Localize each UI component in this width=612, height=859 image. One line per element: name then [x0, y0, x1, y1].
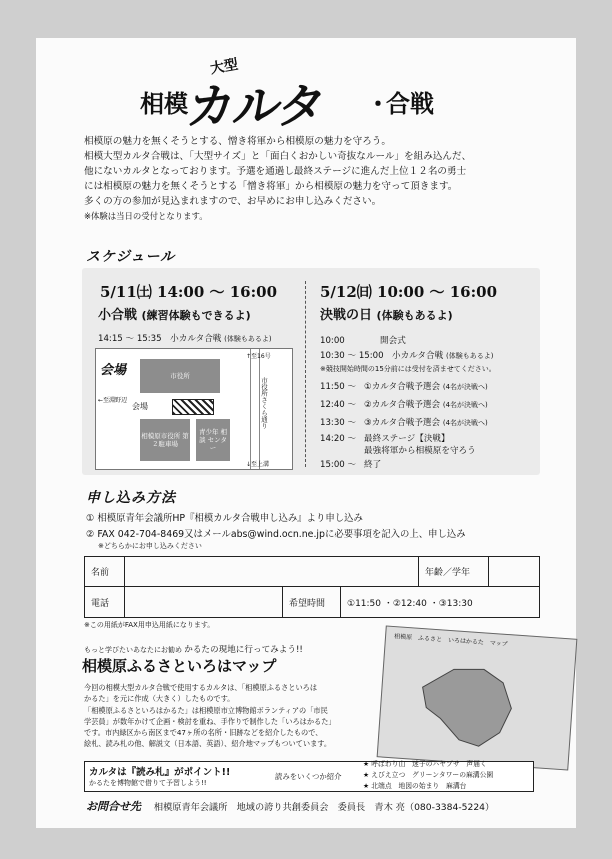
iroha-map-thumbnail: [377, 625, 578, 770]
row-time: 14:20 ～: [320, 434, 357, 444]
form-time-options[interactable]: ①11:50 ・②12:40 ・③13:30: [347, 598, 473, 609]
row-text: 最終ステージ【決戦】: [364, 434, 450, 444]
row-time: 11:50 ～: [320, 382, 357, 392]
venue-map: [95, 348, 293, 470]
iroha-title: 相模原ふるさといろはマップ: [82, 657, 277, 675]
venue-label: 会場: [100, 363, 127, 378]
row-time: 10:00: [320, 336, 345, 346]
point-text: カルタは『読み札』がポイント!!: [89, 767, 231, 778]
iroha-body-line: かるた」を元に作成（大きく）したものです。: [84, 694, 235, 704]
intro-line: ※体験は当日の受付となります。: [84, 211, 208, 221]
day1-row: [98, 332, 272, 344]
day1-heading: 5/11㈯ 14:00 ～ 16:00: [100, 283, 278, 301]
row-text: ①カルタ合戦予選会: [364, 382, 441, 392]
day2-row: [320, 416, 488, 428]
row-text: 小カルタ合戦: [392, 351, 444, 361]
intro-text: [84, 134, 534, 224]
day2-heading: 5/12㈰ 10:00 ～ 16:00: [320, 283, 498, 301]
apply-note: ※どちらかにお申し込みください: [98, 542, 202, 550]
day2-sub-note: (体験もあるよ): [376, 309, 453, 322]
thumb-title: 相模原 ふるさと いろはかるた マップ: [393, 633, 508, 648]
day2-final-sub: 最強将軍から相模原を守ろう: [364, 446, 476, 456]
iroha-body-line: 学芸員」が数年かけて企画・検討を重ね、手作りで制作した「いろはかるた」: [84, 716, 336, 726]
yomi-list: [363, 759, 493, 792]
title-left: 相模: [140, 90, 188, 118]
iroha-lead-1: もっと学びたいあなたにお勧め: [84, 646, 182, 654]
form-age-field[interactable]: [489, 557, 539, 587]
form-age-label: 年齢／学年: [419, 557, 489, 587]
form-time-label: 希望時間: [283, 587, 341, 617]
fax-note: ※この用紙がFAX用申込用紙になります。: [84, 621, 215, 629]
map-youth-center: 青少年 相談 センター: [196, 419, 230, 461]
apply-line-1: ① 相模原青年会議所HP『相模カルタ合戦申し込み』より申し込み: [86, 513, 363, 524]
day1-row-note: (体験もあるよ): [224, 335, 272, 343]
intro-line: 相模大型カルタ合戦は、「大型サイズ」と「面白くおかしい奇抜なルール」を組み込んだ、: [84, 151, 472, 162]
row-text: 終了: [364, 460, 382, 470]
day1-sub-title: 小合戦: [98, 308, 138, 323]
yomi-item: ★ えびえ立つ グリーンタワーの麻溝公園: [363, 771, 494, 779]
apply-heading: 申し込み方法: [86, 490, 176, 506]
application-form: [84, 556, 540, 618]
map-city-hall: 市役所: [140, 359, 220, 393]
form-phone-field[interactable]: [125, 587, 283, 617]
contact-line: [86, 798, 494, 814]
day2-row: [320, 334, 406, 346]
title-right: 合戦: [386, 90, 434, 118]
iroha-body-line: 絵札、読み札の他、解説文（日本語、英語）、紹介地マップもついています。: [84, 739, 332, 749]
iroha-lead: [84, 643, 303, 655]
map-r16: ↑至16号: [246, 353, 271, 360]
day2-row: [320, 398, 488, 410]
yomi-item: ★ 呼ばわり山 迷子のハヤブサ 声届く: [363, 760, 487, 768]
iroha-body-line: 今回の相模大型カルタ合戦で使用するカルタは、「相模原ふるさといろは: [84, 683, 318, 692]
row-time: 15:00 ～: [320, 460, 357, 470]
schedule-divider: [305, 281, 306, 467]
thumb-map-shape: [408, 647, 545, 756]
day2-row: [320, 349, 493, 361]
form-phone-label: 電話: [85, 587, 125, 617]
iroha-body: [84, 682, 374, 750]
yomifuda-box: [84, 761, 534, 792]
title-main: カルタ: [183, 79, 328, 135]
row-note: (4名が決戦へ): [442, 383, 488, 391]
map-west: ←至淵野辺: [98, 397, 128, 404]
yomi-intro: 読みをいくつか紹介: [275, 772, 342, 781]
yomi-item: ★ 北端点 地図の始まり 麻溝台: [363, 782, 467, 790]
map-road: [250, 349, 260, 469]
row-time: 12:40 ～: [320, 400, 357, 410]
row-text: 開会式: [380, 336, 406, 346]
day2-sub-title: 決戦の日: [320, 308, 373, 323]
iroha-lead-2: かるたの現地に行ってみよう!!: [184, 645, 303, 655]
map-venue-block: [172, 399, 214, 415]
intro-line: 他にないカルタとなっております。予選を通過し最終ステージに進んだ上位１２名の勇士: [84, 166, 467, 177]
row-note: (体験もあるよ): [445, 352, 494, 360]
row-note: (4名が決戦へ): [442, 401, 488, 409]
row-time: 10:30 ～ 15:00: [320, 351, 384, 361]
iroha-body-line: 「相模原ふるさといろはかるた」は相模原市立博物館ボランティアの「市民: [84, 705, 328, 715]
title-ruby: 大型: [208, 56, 240, 78]
row-time: 13:30 ～: [320, 418, 357, 428]
map-parking: 相模原市役所 第２駐車場: [140, 419, 190, 461]
apply-line-2: ② FAX 042-704-8469又はメールabs@wind.ocn.ne.jpに必要事項を記入の上、申し込み: [86, 529, 466, 540]
day1-row-text: 14:15 ～ 15:35 小カルタ合戦: [98, 334, 222, 344]
intro-line: 多くの方の参加が見込まれますので、お早めにお申し込みください。: [84, 196, 382, 207]
title-dot: ・: [366, 90, 390, 118]
contact-text: 相模原青年会議所 地域の誇り共創委員会 委員長 青木 亮（080-3384-5224）: [153, 802, 495, 813]
row-text: ③カルタ合戦予選会: [364, 418, 441, 428]
flyer-title: [140, 56, 470, 135]
day2-row: [320, 380, 488, 392]
day1-sub-note: (練習体験もできるよ): [141, 309, 251, 322]
intro-line: には相模原の魅力を無くそうとする「憎き将軍」から相模原の魅力を守って頂きます。: [84, 181, 458, 192]
row-note: (4名が決戦へ): [442, 419, 488, 427]
schedule-heading: スケジュール: [86, 249, 176, 265]
day1-subtitle: [98, 304, 251, 323]
day2-row: [320, 458, 381, 470]
intro-line: 相模原の魅力を無くそうとする、憎き将軍から相模原の魅力を守ろう。: [84, 136, 391, 147]
row-text: ②カルタ合戦予選会: [364, 400, 441, 410]
point-sub: かるたを博物館で借りて予習しよう!!: [89, 779, 207, 787]
form-name-label: 名前: [85, 557, 125, 587]
map-venue-text: 会場: [132, 402, 148, 411]
day2-warning: ※競技開始時間の15分前には受付を済ませてください。: [320, 365, 496, 373]
map-east: ↓至上溝: [246, 461, 270, 468]
map-road-name: 市役所さくら通り: [260, 377, 268, 429]
form-name-field[interactable]: [125, 557, 419, 587]
iroha-body-line: です。市内緑区から南区まで47ヶ所の名所・旧跡などを紹介したもので、: [84, 728, 323, 738]
day2-subtitle: [320, 304, 453, 323]
day2-row: [320, 432, 450, 444]
contact-label: お問合せ先: [86, 800, 141, 813]
